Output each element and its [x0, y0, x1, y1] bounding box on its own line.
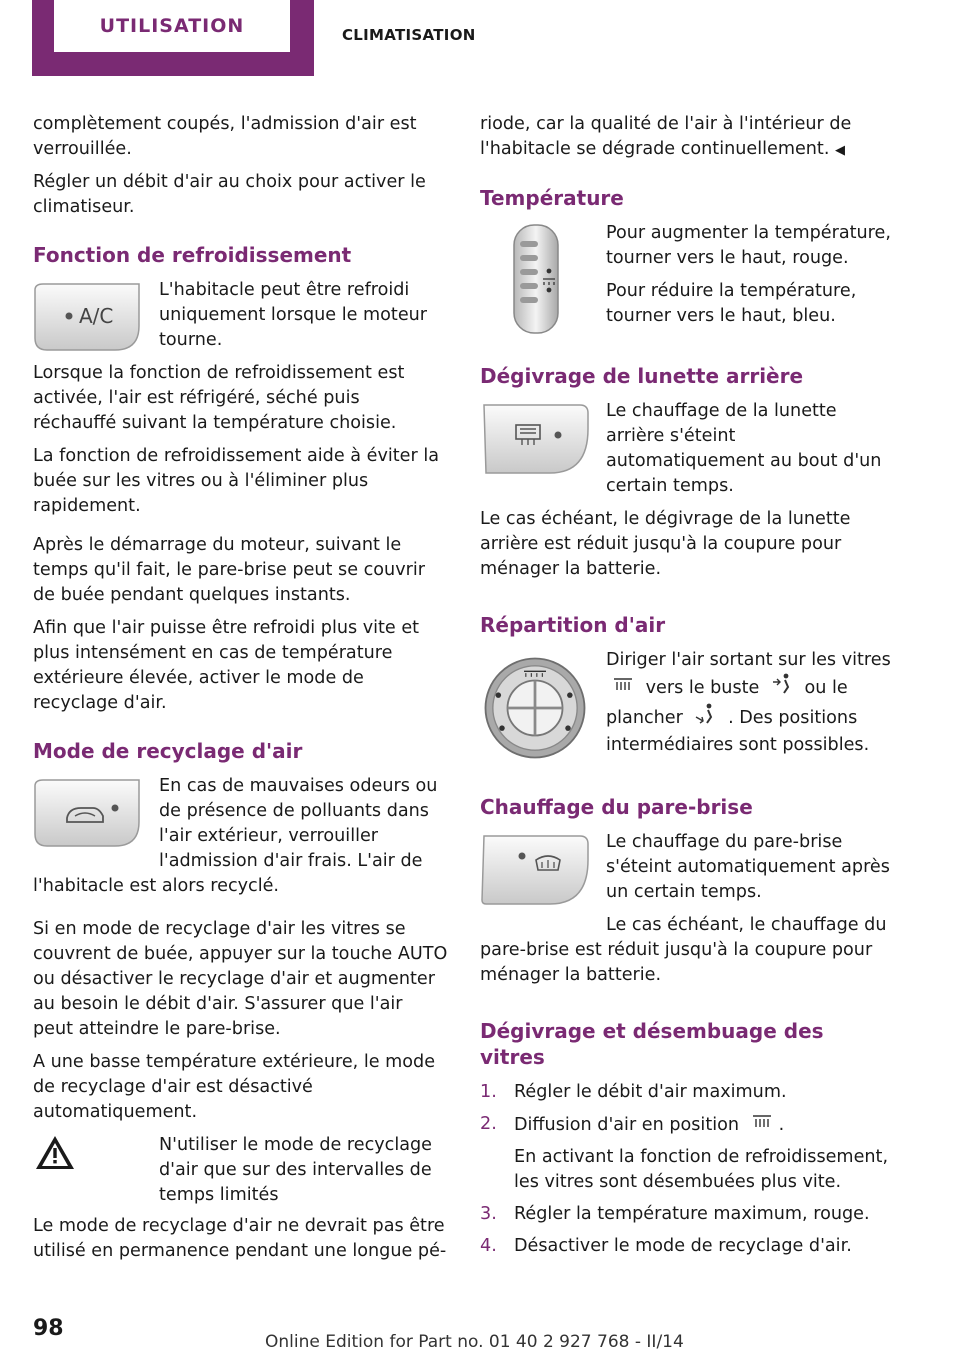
paragraph: Après le démarrage du moteur, suivant le temps qu'il fait, le pare-brise peut se couvrir de buée pendant quelques instants. [33, 535, 425, 605]
paragraph: Pour réduire la température, tourner vers le haut, bleu. [606, 281, 857, 326]
rear-defrost-button-figure [480, 401, 590, 477]
right-column [480, 112, 895, 1266]
air-distribution-dial-figure [480, 650, 590, 766]
list-item: 4. Désactiver le mode de recyclage d'air. [480, 1236, 852, 1256]
ac-button-text: A/C [79, 304, 114, 328]
paragraph: Diriger l'air sortant sur les vitres vers le buste ou le plancher . Des positions intermédiaires sont possibles. [606, 650, 891, 755]
windshield-heating-button-figure [480, 832, 590, 908]
section-heading-temperature: Température [480, 186, 624, 210]
paragraph: Le mode de recyclage d'air ne devrait pas être utilisé en permanence pendant une longue pé- [33, 1216, 447, 1261]
header-section-tab [32, 0, 314, 76]
paragraph: Le chauffage du pare-brise s'éteint automatiquement après un certain temps. [606, 832, 890, 902]
paragraph: Si en mode de recyclage d'air les vitres se couvrent de buée, appuyer sur la touche AUTO ou désactiver le recyclage d'air et augmenter au besoin le débit d'air. S'assurer que l'air peut atteindre le pare-brise. [33, 919, 448, 1039]
paragraph: riode, car la qualité de l'air à l'intérieur de l'habitacle se dégrade continuellement. ◀ [480, 114, 852, 159]
section-heading-recirc: Mode de recyclage d'air [33, 739, 303, 763]
list-item: 3. Régler la température maximum, rouge. [480, 1204, 870, 1224]
page-number: 98 [33, 1316, 64, 1341]
paragraph: A une basse température extérieure, le mode de recyclage d'air est désactivé automatiquement. [33, 1052, 436, 1122]
air-distribution-dial-icon [480, 650, 590, 766]
section-heading-air-distribution: Répartition d'air [480, 613, 666, 637]
section-heading-defog: Dégivrage et désembuage des vitres [480, 1019, 824, 1069]
paragraph: La fonction de refroidissement aide à éviter la buée sur les vitres ou à l'éliminer plus rapidement. [33, 446, 439, 516]
paragraph: Lorsque la fonction de refroidissement est activée, l'air est réfrigéré, séché puis réchauffé suivant la température choisie. [33, 363, 405, 433]
header-subsection-label: CLIMATISATION [342, 26, 476, 44]
list-item: 2. Diffusion d'air en position . [480, 1112, 895, 1138]
paragraph: Le chauffage de la lunette arrière s'éteint automatiquement au bout d'un certain temps. [606, 401, 882, 496]
temperature-wheel-icon [480, 223, 590, 335]
paragraph: Pour augmenter la température, tourner vers le haut, rouge. [606, 223, 891, 268]
section-heading-rear-defrost: Dégivrage de lunette arrière [480, 364, 804, 388]
windshield-air-icon [751, 1112, 773, 1138]
end-mark-icon: ◀ [835, 143, 846, 158]
paragraph: Le cas échéant, le chauffage du pare-brise est réduit jusqu'à la coupure pour ménager la batterie. [480, 915, 887, 985]
recirc-button-icon [33, 776, 143, 850]
paragraph: L'habitacle peut être refroidi uniquement lorsque le moteur tourne. [159, 280, 428, 350]
list-item: 1. Régler le débit d'air maximum. [480, 1082, 787, 1102]
paragraph: Le cas échéant, le dégivrage de la lunette arrière est réduit jusqu'à la coupure pour ménager la batterie. [480, 509, 851, 579]
footer-edition: Online Edition for Part no. 01 40 2 927 768 - II/14 [265, 1332, 684, 1352]
paragraph: En cas de mauvaises odeurs ou de présence de polluants dans l'air extérieur, verrouiller l'admission d'air frais. L'air de l'habitacle est alors recyclé. [33, 776, 438, 896]
paragraph: Régler un débit d'air au choix pour activer le climatiseur. [33, 172, 426, 217]
temperature-wheel-figure [480, 223, 590, 335]
windshield-heating-button-icon [480, 832, 590, 908]
warning-icon [33, 1133, 77, 1173]
defog-steps-list-continued [480, 1202, 895, 1259]
defog-steps-list [480, 1080, 895, 1138]
warning-text: N'utiliser le mode de recyclage d'air que sur des intervalles de temps limités [159, 1135, 432, 1205]
section-heading-windshield-heating: Chauffage du pare-brise [480, 795, 753, 819]
paragraph: En activant la fonction de refroidissement, les vitres sont désembuées plus vite. [514, 1147, 889, 1192]
windshield-air-icon [612, 675, 634, 701]
recirc-button-figure [33, 776, 143, 850]
warning-note [33, 1133, 448, 1208]
rear-defrost-button-icon [480, 401, 590, 477]
footwell-air-icon [694, 703, 716, 733]
left-column [33, 112, 448, 1272]
section-heading-cooling: Fonction de refroidissement [33, 243, 352, 267]
header-section-label: UTILISATION [99, 15, 245, 37]
upper-body-air-icon [771, 673, 793, 703]
ac-button-icon [33, 280, 143, 354]
ac-button-figure [33, 280, 143, 354]
paragraph: Afin que l'air puisse être refroidi plus vite et plus intensément en cas de température extérieure élevée, activer le mode de recyclage d'air. [33, 618, 420, 713]
paragraph: complètement coupés, l'admission d'air est verrouillée. [33, 114, 417, 159]
